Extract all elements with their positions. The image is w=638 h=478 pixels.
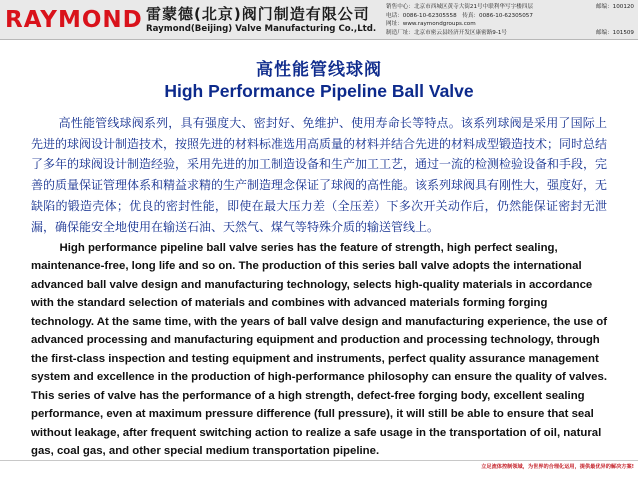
header-bar xyxy=(0,0,638,40)
contact-sales-postcode: 邮编：100120 xyxy=(595,4,634,10)
description-cn: 高性能管线球阀系列，具有强度大、密封好、免维护、使用寿命长等特点。该系列球阀是采用了国际上先进的球阀设计制造技术，按照先进的材料标准选用高质量的材料并结合先进的材料成型锻造技术；同时总结了多年的球阀设计制造经验，采用先进的加工制造设备和生产加工工艺，通过一流的检测检验设备和手段，完善的质量保证管理体系和精益求精的生产制造理念保证了球阀的高性能。该系列球阀具有刚性大，强度好，无缺陷的锻造壳体；优良的密封性能，即使在最大压力差（全压差）下多次开关动作后，仍然能保证密封无泄漏，确保能安全地使用在输送石油、天然气、煤气等特殊介质的输送管线上。 xyxy=(31,116,608,234)
company-logo: RAYMOND xyxy=(5,7,143,33)
footer-slogan: 立足流体控制领域，为世界的合理化运用，提供最优异的解决方案! xyxy=(481,464,634,470)
page-title-en: High Performance Pipeline Ball Valve xyxy=(164,81,474,101)
page-title-cn: 高性能管线球阀 xyxy=(256,60,382,80)
contact-factory-address: 制造厂址：北京市密云县经济开发区康密路9-1号 xyxy=(386,29,508,36)
contact-factory-postcode: 邮编：101509 xyxy=(595,29,634,36)
company-name-cn: 雷蒙德(北京)阀门制造有限公司 xyxy=(146,5,370,23)
contact-phone-fax: 电话：0086-10-62305558 传真：0086-10-62305057 xyxy=(386,12,533,19)
footer-divider xyxy=(0,460,638,461)
contact-website: 网址：www.raymondgroups.com xyxy=(386,21,476,28)
description-en: High performance pipeline ball valve series has the feature of strength, high perfect sealing, maintenance-free, long life and so on. The production of this series ball valve adopts the international advanced ball valve design and manufacturing technology, selects high-quality materials in accordance with the standard selection of materials and combines with advanced materials forming forging technology. At the same time, with the years of ball valve design and manufacturing experience, the use of advanced processing and manufacturing equipment and production and processing technology, through the first-class inspection and testing equipment and instruments, perfect quality assurance management system and excellence in the production of high-performance philosophy can ensure the quality of valves. This series of valve has the performance of a high strength, defect-free forging body, excellent sealing performance, even at maximum pressure difference (full pressure), it will still be able to ensure that seal without leakage, after frequent switching action to realize a safe usage in the transportation of oil, natural gas, coal gas, and other special medium transportation pipeline. xyxy=(31,242,607,457)
contact-sales-address: 销售中心：北京市西城区黄寺大街21号中联利华写字楼四层 xyxy=(386,4,533,10)
company-name-en: Raymond(Beijing) Valve Manufacturing Co.,Ltd. xyxy=(146,24,377,34)
contact-info xyxy=(386,3,634,37)
